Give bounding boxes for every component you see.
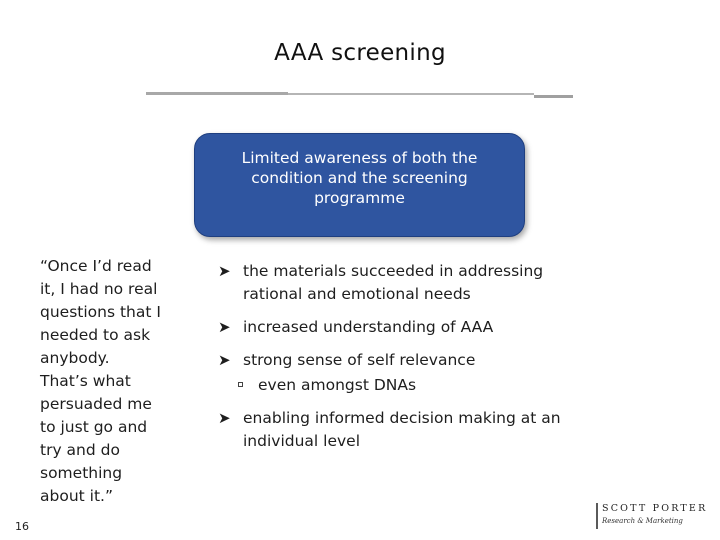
- page-number: 16: [15, 520, 29, 533]
- quote-line: “Once I’d read: [40, 257, 152, 275]
- bullet-text: the materials succeeded in addressing rational and emotional needs: [243, 262, 544, 303]
- findings-list: [218, 260, 598, 453]
- logo-name: SCOTT PORTER: [602, 503, 708, 514]
- slide-title: AAA screening: [274, 40, 446, 66]
- square-bullet-icon: [238, 382, 243, 387]
- sub-list-item: [218, 374, 598, 397]
- list-item: [218, 316, 598, 339]
- list-item: [218, 260, 598, 306]
- arrow-bullet-icon: ➤: [218, 409, 231, 427]
- arrow-bullet-icon: ➤: [218, 351, 231, 369]
- quote-line: it, I had no real: [40, 280, 158, 298]
- arrow-bullet-icon: ➤: [218, 262, 231, 280]
- title-rule: [288, 93, 534, 95]
- quote-line: to just go and: [40, 418, 148, 436]
- participant-quote: [40, 255, 175, 508]
- quote-line: about it.”: [40, 487, 113, 505]
- bullet-text: enabling informed decision making at an individual level: [243, 409, 561, 450]
- key-finding-callout: [194, 133, 525, 237]
- quote-line: anybody.: [40, 349, 110, 367]
- title-rule: [146, 92, 288, 95]
- logo-tagline: Research & Marketing: [602, 517, 683, 525]
- sub-bullet-text: even amongst DNAs: [258, 376, 417, 394]
- scott-porter-logo: [596, 503, 708, 529]
- list-item: [218, 407, 598, 453]
- bullet-text: increased understanding of AAA: [243, 318, 494, 336]
- list-item: [218, 349, 598, 372]
- quote-line: That’s what: [40, 372, 131, 390]
- bullet-text: strong sense of self relevance: [243, 351, 476, 369]
- quote-line: needed to ask: [40, 326, 151, 344]
- callout-text: Limited awareness of both the condition and the screening programme: [241, 149, 478, 207]
- arrow-bullet-icon: ➤: [218, 318, 231, 336]
- quote-line: persuaded me: [40, 395, 152, 413]
- quote-line: something: [40, 464, 123, 482]
- quote-line: try and do: [40, 441, 120, 459]
- title-rule: [534, 95, 573, 98]
- quote-line: questions that I: [40, 303, 161, 321]
- logo-bar: [596, 503, 598, 529]
